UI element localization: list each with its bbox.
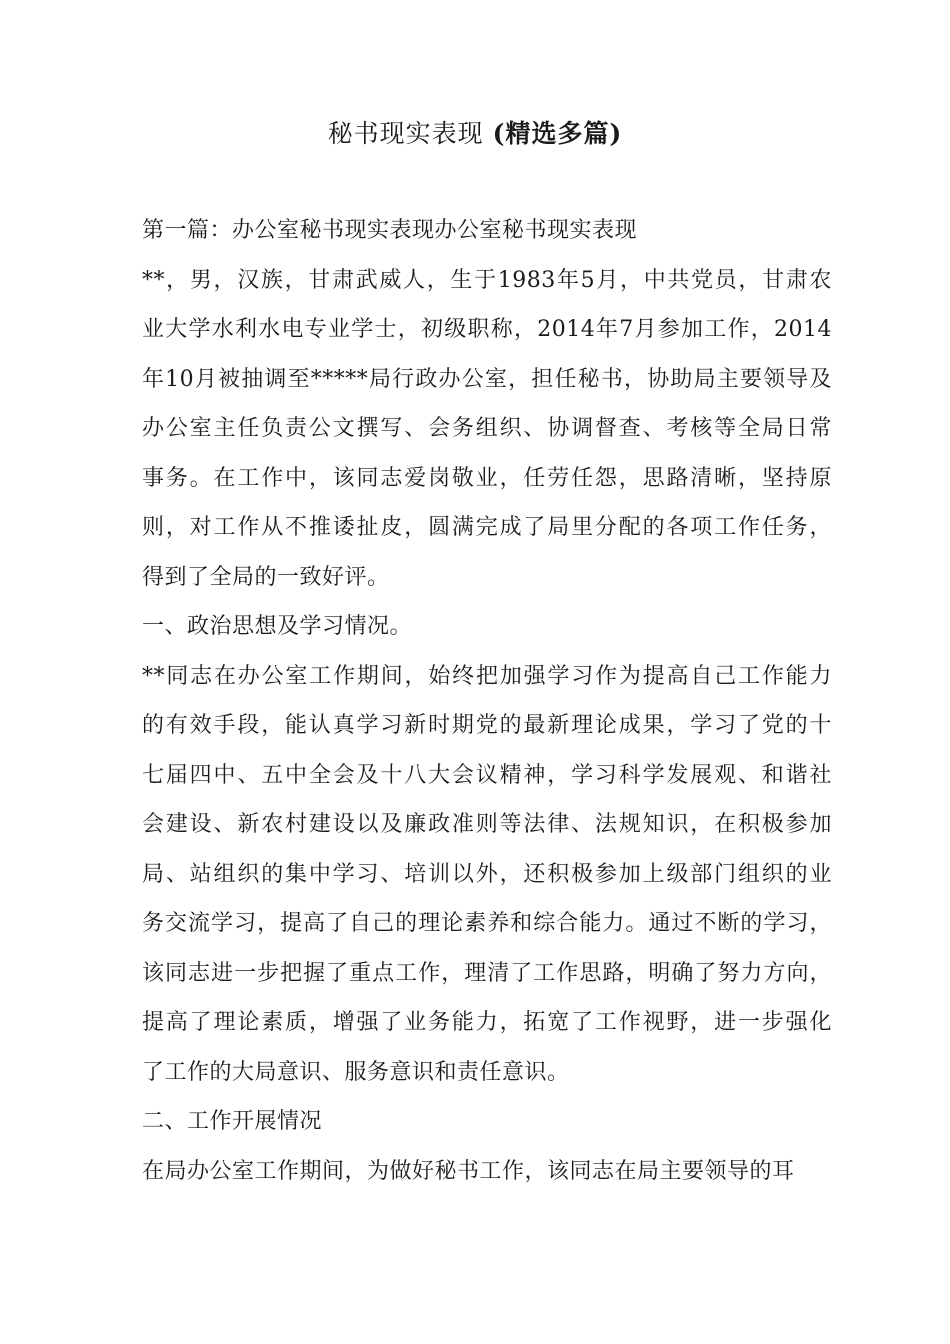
paragraph-line: 在局办公室工作期间，为做好秘书工作，该同志在局主要领导的耳 [142,1158,795,1184]
paragraph-line: 该同志进一步把握了重点工作，理清了工作思路，明确了努力方向， [142,960,832,986]
title-main: 秘书现实表现 [327,119,484,148]
paragraph-line: 办公室主任负责公文撰写、会务组织、协调督查、考核等全局日常 [142,416,832,441]
paragraph-line: 了工作的大局意识、服务意识和责任意识。 [142,1059,570,1085]
document-body [142,206,832,1196]
paragraph-line: **同志在办公室工作期间，始终把加强学习作为提高自己工作能力 [142,663,832,689]
paragraph-line: 事务。在工作中，该同志爱岗敬业，任劳任怨，思路清晰，坚持原 [142,465,832,491]
paragraph-line: 务交流学习，提高了自己的理论素养和综合能力。通过不断的学习， [142,911,832,936]
paragraph-line: 七届四中、五中全会及十八大会议精神，学习科学发展观、和谐社 [142,762,832,788]
paragraph-line: 则，对工作从不推诿扯皮，圆满完成了局里分配的各项工作任务， [142,515,832,540]
paragraph-line: 会建设、新农村建设以及廉政准则等法律、法规知识，在积极参加 [142,812,832,837]
paragraph-line: 的有效手段，能认真学习新时期党的最新理论成果，学习了党的十 [142,713,832,738]
paragraph-line: 得到了全局的一致好评。 [142,564,390,590]
paragraph-line: **，男，汉族，甘肃武威人，生于1983年5月，中共党员，甘肃农 [142,267,832,293]
section-heading-1: 第一篇：办公室秘书现实表现办公室秘书现实表现 [142,218,638,243]
section-heading-3: 二、工作开展情况 [142,1109,323,1134]
title-suffix: (精选多篇) [492,119,623,148]
paragraph-line: 局、站组织的集中学习、培训以外，还积极参加上级部门组织的业 [142,861,832,887]
document-title [0,116,950,152]
section-heading-2: 一、政治思想及学习情况。 [142,614,413,639]
paragraph-line: 年10月被抽调至*****局行政办公室，担任秘书，协助局主要领导及 [142,366,832,392]
paragraph-line: 业大学水利水电专业学士，初级职称，2014年7月参加工作，2014 [142,317,832,342]
paragraph-line: 提高了理论素质，增强了业务能力，拓宽了工作视野，进一步强化 [142,1010,832,1035]
